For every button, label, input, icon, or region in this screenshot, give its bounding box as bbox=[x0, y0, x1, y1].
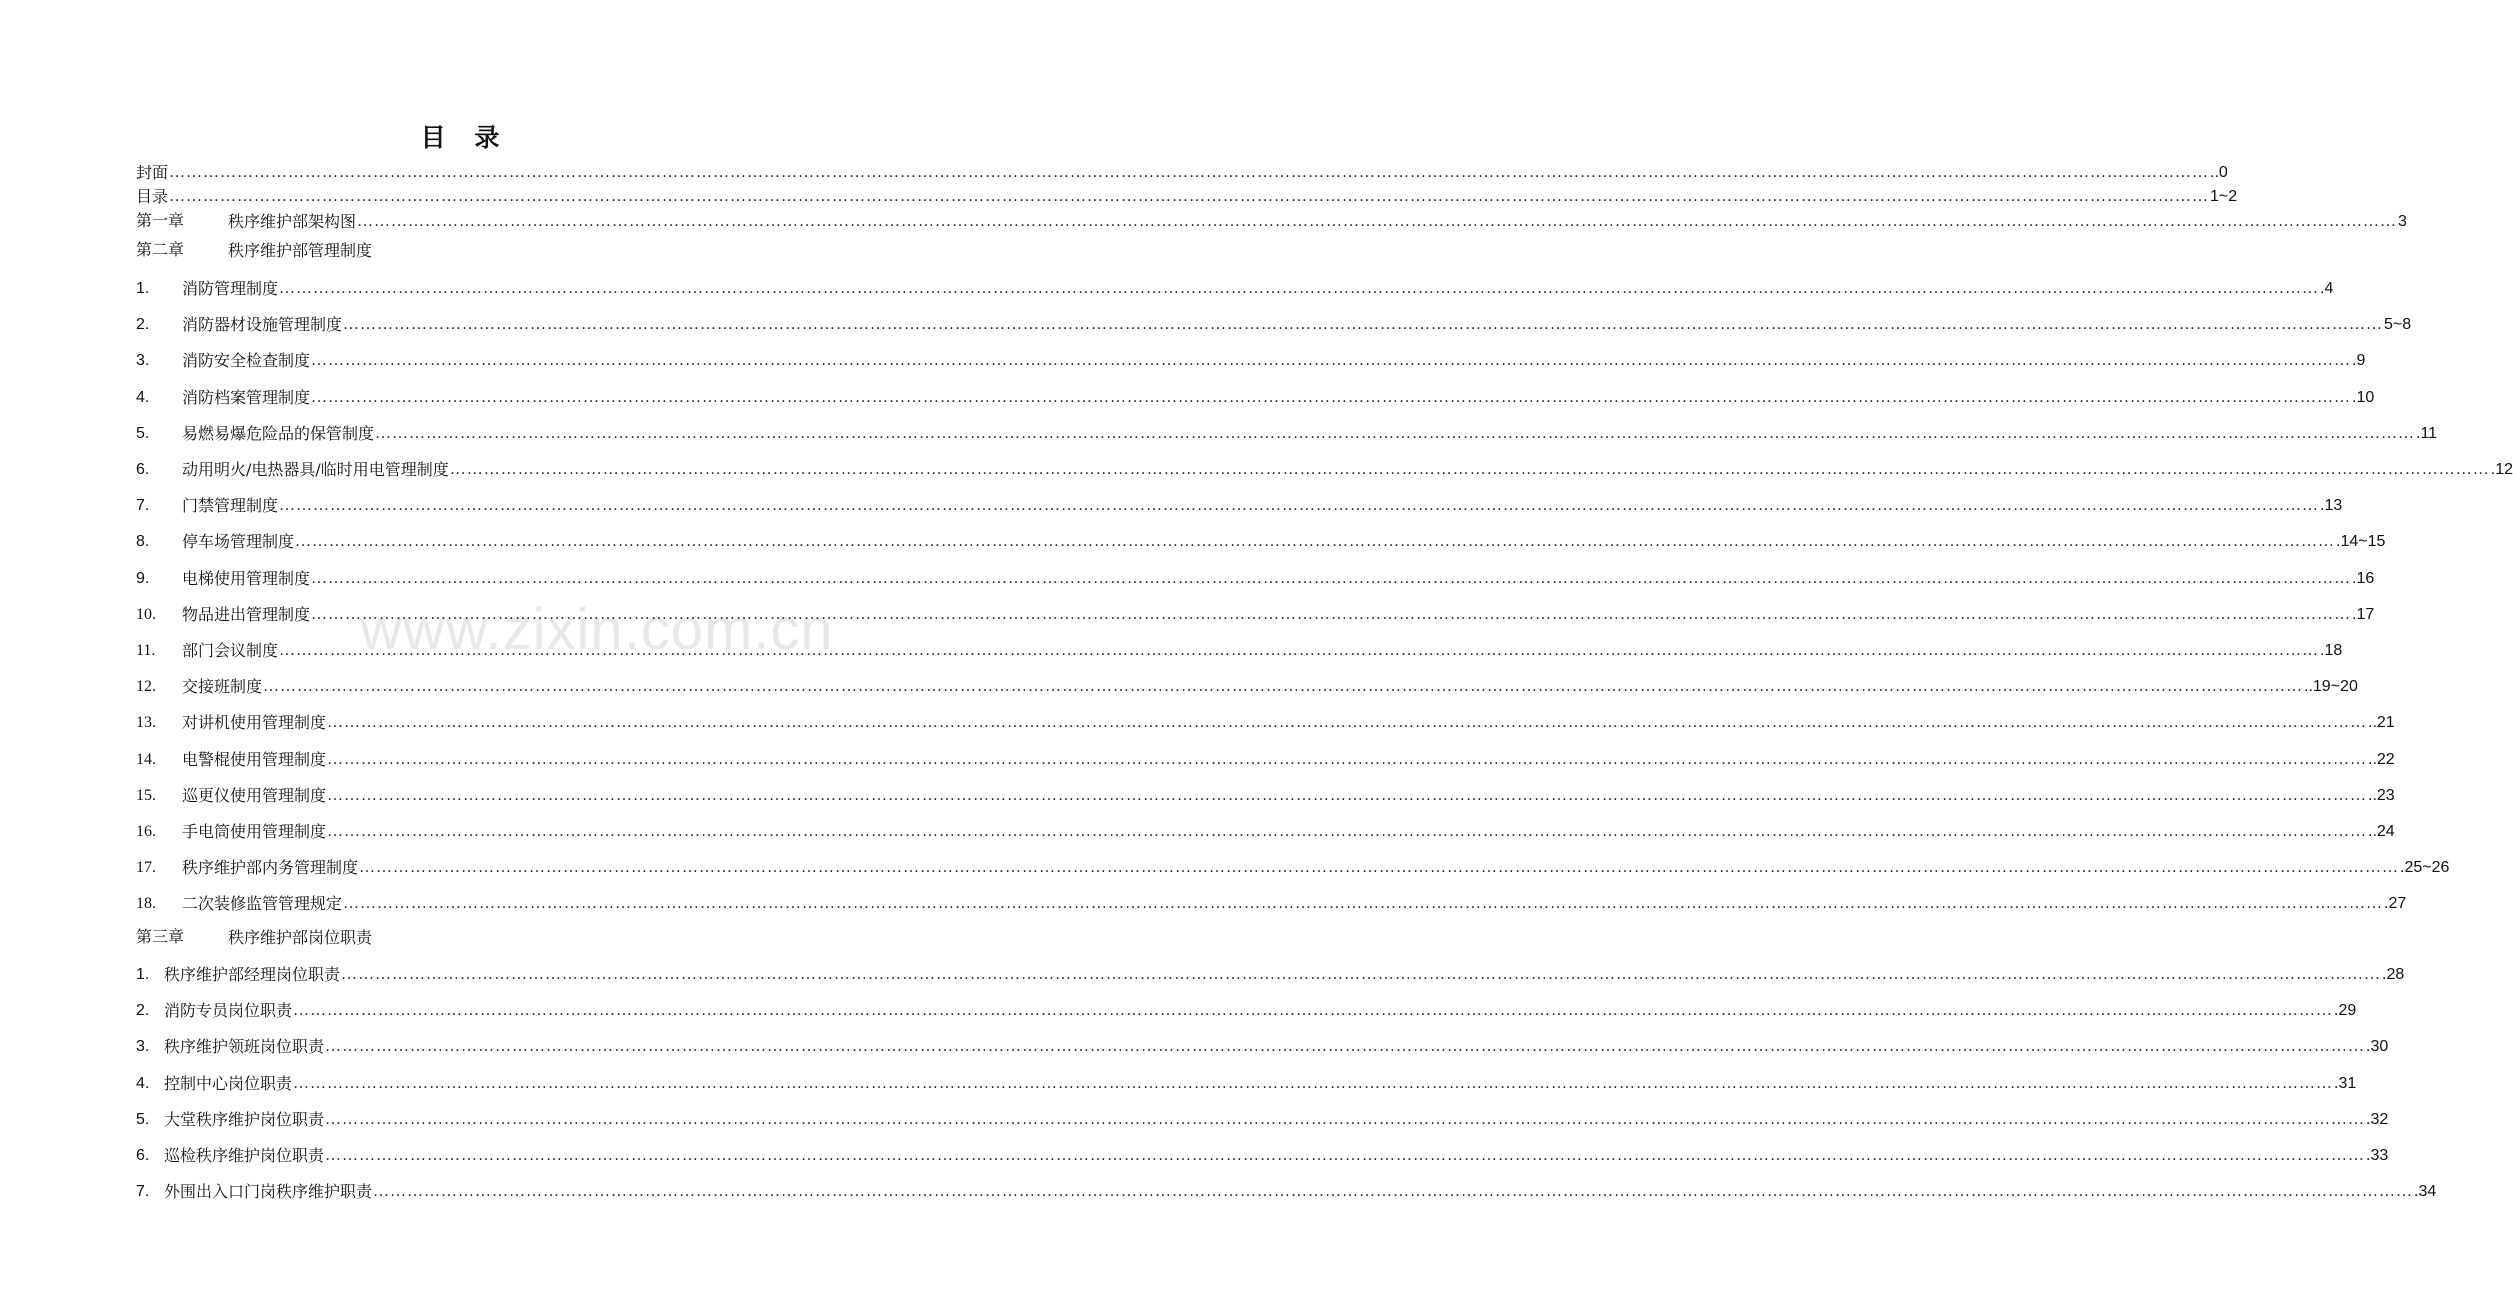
toc-entry-page: .33 bbox=[2366, 1147, 2389, 1164]
toc-entry-label: 控制中心岗位职责 bbox=[164, 1073, 293, 1093]
toc-entry[interactable] bbox=[136, 638, 2343, 662]
toc-entry-label: 巡更仪使用管理制度 bbox=[182, 785, 327, 805]
toc-entry-label: 目录 bbox=[136, 187, 169, 206]
toc-entry-label: 秩序维护领班岗位职责 bbox=[164, 1037, 325, 1057]
toc-entry-number: 6. bbox=[136, 1147, 150, 1164]
toc-entry-label: 消防专员岗位职责 bbox=[164, 1001, 293, 1021]
toc-entry-number: 13. bbox=[136, 714, 156, 732]
toc-entry-label: 外围出入口门岗秩序维护职责 bbox=[164, 1182, 373, 1202]
toc-chapter-3[interactable] bbox=[136, 925, 372, 949]
dot-leader: ……………………………………………………………………………………………………………………………………………………………………………………………………………………………………………………………………………………………………………………………… bbox=[327, 750, 2368, 768]
toc-entry-label: 动用明火/电热器具/临时用电管理制度 bbox=[182, 460, 449, 479]
toc-entry-number: 1. bbox=[136, 280, 150, 297]
dot-leader: ……………………………………………………………………………………………………………………………………………………………………………………………………………………………………………………………………………………………………………………………… bbox=[263, 678, 2304, 696]
toc-entry-number: 18. bbox=[136, 895, 156, 913]
toc-entry-page: .31 bbox=[2334, 1074, 2357, 1092]
toc-entry-page: ..0 bbox=[2210, 164, 2228, 181]
dot-leader: ……………………………………………………………………………………………………………………………………………………………………………………………………………………………………………………………………………………………………………………………… bbox=[343, 895, 2384, 913]
dot-leader: ……………………………………………………………………………………………………………………………………………………………………………………………………………………………………………………………………………………………………………………………… bbox=[343, 316, 2384, 334]
toc-entry-number: 2. bbox=[136, 316, 150, 334]
toc-entry-label: 二次装修监管管理规定 bbox=[182, 894, 343, 914]
toc-entry[interactable] bbox=[136, 962, 2405, 986]
watermark: www.zixin.com.cn bbox=[360, 597, 834, 662]
toc-entry-page: .17 bbox=[2352, 605, 2375, 623]
dot-leader: ……………………………………………………………………………………………………………………………………………………………………………………………………………………………………………………………………………………………………………………………… bbox=[295, 533, 2336, 551]
toc-entry[interactable] bbox=[136, 312, 2412, 336]
toc-entry-label: 物品进出管理制度 bbox=[182, 604, 311, 624]
dot-leader: ……………………………………………………………………………………………………………………………………………………………………………………………………………………………………………………………………………………………………………………………… bbox=[279, 497, 2320, 515]
toc-entry-page: .32 bbox=[2366, 1110, 2389, 1128]
toc-entry[interactable] bbox=[136, 566, 2375, 590]
dot-leader: ……………………………………………………………………………………………………………………………………………………………………………………………………………………………………………………………………………………………………………………………… bbox=[375, 424, 2416, 442]
dot-leader: ……………………………………………………………………………………………………………………………………………………………………………………………………………………………………………………………………………………………………………………………… bbox=[311, 352, 2352, 370]
dot-leader: ……………………………………………………………………………………………………………………………………………………………………………………………………………………………………………………………………………………………………………………………… bbox=[169, 188, 2210, 205]
dot-leader: ……………………………………………………………………………………………………………………………………………………………………………………………………………………………………………………………………………………………………………………………… bbox=[327, 823, 2368, 840]
toc-entry-label: 消防安全检查制度 bbox=[182, 351, 311, 371]
toc-entry-number: 1. bbox=[136, 966, 150, 983]
toc-entry-number: 7. bbox=[136, 497, 150, 515]
toc-entry-label: 消防档案管理制度 bbox=[182, 387, 311, 407]
toc-entry[interactable] bbox=[136, 602, 2375, 626]
toc-entry-page: .18 bbox=[2320, 642, 2343, 659]
toc-entry-page: .9 bbox=[2352, 352, 2366, 370]
toc-entry-page: ..19~20 bbox=[2304, 678, 2358, 696]
toc-chapter-2[interactable] bbox=[136, 238, 372, 262]
toc-entry[interactable] bbox=[136, 385, 2375, 409]
toc-entry-label: 易燃易爆危险品的保管制度 bbox=[182, 423, 375, 443]
toc-entry[interactable] bbox=[136, 855, 2450, 879]
toc-entry-label: 秩序维护部岗位职责 bbox=[228, 928, 373, 947]
toc-entry-number: 4. bbox=[136, 388, 150, 406]
toc-entry-page: .34 bbox=[2414, 1183, 2437, 1201]
toc-entry-page: .14~15 bbox=[2336, 533, 2386, 551]
toc-entry-number: 7. bbox=[136, 1183, 150, 1201]
toc-entry[interactable] bbox=[136, 1107, 2389, 1131]
dot-leader: ……………………………………………………………………………………………………………………………………………………………………………………………………………………………………………………………………………………………………………………………… bbox=[311, 569, 2352, 587]
toc-entry[interactable] bbox=[136, 674, 2358, 698]
toc-entry-page: .13 bbox=[2320, 497, 2343, 515]
dot-leader: ……………………………………………………………………………………………………………………………………………………………………………………………………………………………………………………………………………………………………………………………… bbox=[279, 280, 2320, 297]
toc-entry-number: 2. bbox=[136, 1002, 150, 1020]
toc-entry-number: 第一章 bbox=[136, 213, 185, 230]
toc-entry-page: .12 bbox=[2490, 461, 2513, 478]
toc-entry-page: .27 bbox=[2384, 895, 2407, 913]
toc-entry-number: 3. bbox=[136, 352, 150, 370]
toc-entry-label: 秩序维护部管理制度 bbox=[228, 241, 373, 260]
toc-entry-number: 12. bbox=[136, 678, 156, 696]
toc-entry[interactable] bbox=[136, 998, 2357, 1022]
toc-entry[interactable] bbox=[136, 457, 2513, 481]
toc-entry-label: 消防管理制度 bbox=[182, 279, 279, 298]
dot-leader: ……………………………………………………………………………………………………………………………………………………………………………………………………………………………………………………………………………………………………………………………… bbox=[327, 786, 2368, 804]
toc-entry-page: ..23 bbox=[2368, 786, 2395, 804]
toc-entry-label: 手电筒使用管理制度 bbox=[182, 822, 327, 841]
toc-entry-page: .16 bbox=[2352, 569, 2375, 587]
toc-entry-label: 秩序维护部架构图 bbox=[228, 212, 357, 231]
toc-entry[interactable] bbox=[136, 783, 2395, 807]
dot-leader: ……………………………………………………………………………………………………………………………………………………………………………………………………………………………………………………………………………………………………………………………… bbox=[359, 859, 2400, 877]
dot-leader: ……………………………………………………………………………………………………………………………………………………………………………………………………………………………………………………………………………………………………………………………… bbox=[373, 1183, 2414, 1201]
dot-leader: ……………………………………………………………………………………………………………………………………………………………………………………………………………………………………………………………………………………………………………………………… bbox=[311, 605, 2352, 623]
dot-leader: ……………………………………………………………………………………………………………………………………………………………………………………………………………………………………………………………………………………………………………………………… bbox=[293, 1074, 2334, 1092]
toc-entry[interactable] bbox=[136, 1143, 2389, 1167]
toc-entry[interactable] bbox=[136, 421, 2438, 445]
toc-entry[interactable] bbox=[136, 276, 2334, 300]
toc-entry[interactable] bbox=[136, 529, 2386, 553]
toc-entry-page: ..24 bbox=[2368, 823, 2395, 840]
toc-title: 目 录 bbox=[420, 123, 510, 152]
toc-entry-label: 停车场管理制度 bbox=[182, 532, 295, 552]
toc-entry-front[interactable] bbox=[136, 160, 2228, 184]
toc-entry-number: 第二章 bbox=[136, 242, 185, 259]
toc-entry-label: 门禁管理制度 bbox=[182, 496, 279, 516]
toc-entry-number: 4. bbox=[136, 1074, 150, 1092]
toc-entry-page: .10 bbox=[2352, 388, 2375, 406]
toc-entry-page: .4 bbox=[2320, 280, 2334, 297]
toc-entry-label: 对讲机使用管理制度 bbox=[182, 713, 327, 733]
toc-entry-label: 交接班制度 bbox=[182, 677, 263, 697]
toc-entry-page: .29 bbox=[2334, 1002, 2357, 1020]
toc-entry-number: 5. bbox=[136, 1110, 150, 1128]
toc-entry-page: .11 bbox=[2416, 424, 2438, 442]
toc-entry-number: 3. bbox=[136, 1038, 150, 1056]
toc-entry-page: .25~26 bbox=[2400, 859, 2450, 877]
dot-leader: ……………………………………………………………………………………………………………………………………………………………………………………………………………………………………………………………………………………………………………………………… bbox=[325, 1110, 2366, 1128]
toc-entry-page: 3 bbox=[2398, 213, 2407, 230]
toc-entry-label: 秩序维护部内务管理制度 bbox=[182, 858, 359, 878]
toc-entry-number: 第三章 bbox=[136, 929, 185, 946]
dot-leader: ……………………………………………………………………………………………………………………………………………………………………………………………………………………………………………………………………………………………………………………………… bbox=[279, 642, 2320, 659]
toc-entry-number: 5. bbox=[136, 424, 150, 442]
toc-entry[interactable] bbox=[136, 1179, 2437, 1203]
toc-entry-page: 5~8 bbox=[2384, 316, 2412, 334]
toc-entry-page: .28 bbox=[2382, 966, 2405, 983]
toc-entry-number: 16. bbox=[136, 823, 156, 840]
toc-entry-label: 电警棍使用管理制度 bbox=[182, 749, 327, 769]
toc-entry[interactable] bbox=[136, 1071, 2357, 1095]
toc-entry-label: 巡检秩序维护岗位职责 bbox=[164, 1146, 325, 1165]
dot-leader: ……………………………………………………………………………………………………………………………………………………………………………………………………………………………………………………………………………………………………………………………… bbox=[449, 461, 2490, 478]
toc-entry-label: 电梯使用管理制度 bbox=[182, 568, 311, 588]
dot-leader: ……………………………………………………………………………………………………………………………………………………………………………………………………………………………………………………………………………………………………………………………… bbox=[325, 1038, 2366, 1056]
toc-entry[interactable] bbox=[136, 747, 2395, 771]
toc-entry-page: .30 bbox=[2366, 1038, 2389, 1056]
toc-entry-number: 11. bbox=[136, 642, 156, 659]
toc-entry-label: 封面 bbox=[136, 163, 169, 182]
toc-entry-number: 17. bbox=[136, 859, 156, 877]
toc-entry-front[interactable] bbox=[136, 184, 2238, 208]
toc-entry[interactable] bbox=[136, 493, 2343, 517]
toc-entry[interactable] bbox=[136, 891, 2407, 915]
dot-leader: ……………………………………………………………………………………………………………………………………………………………………………………………………………………………………………………………………………………………………………………………… bbox=[341, 966, 2382, 983]
dot-leader: ……………………………………………………………………………………………………………………………………………………………………………………………………………………………………………………………………………………………………………………………… bbox=[293, 1002, 2334, 1020]
toc-entry-label: 部门会议制度 bbox=[182, 641, 279, 660]
dot-leader: ……………………………………………………………………………………………………………………………………………………………………………………………………………………………………………………………………………………………………………………………… bbox=[327, 714, 2368, 732]
dot-leader: ……………………………………………………………………………………………………………………………………………………………………………………………………………………………………………………………………………………………………………………………… bbox=[311, 388, 2352, 406]
toc-entry[interactable] bbox=[136, 819, 2395, 843]
toc-entry-page: ..21 bbox=[2368, 714, 2395, 732]
dot-leader: ……………………………………………………………………………………………………………………………………………………………………………………………………………………………………………………………………………………………………………………………… bbox=[357, 213, 2398, 230]
toc-entry-number: 10. bbox=[136, 605, 156, 623]
toc-entry[interactable] bbox=[136, 710, 2395, 734]
toc-entry-page: 1~2 bbox=[2210, 188, 2238, 205]
toc-entry-number: 14. bbox=[136, 750, 156, 768]
toc-entry-page: ..22 bbox=[2368, 750, 2395, 768]
toc-entry-number: 15. bbox=[136, 786, 156, 804]
toc-entry-label: 消防器材设施管理制度 bbox=[182, 315, 343, 335]
dot-leader: ……………………………………………………………………………………………………………………………………………………………………………………………………………………………………………………………………………………………………………………………… bbox=[325, 1147, 2366, 1164]
dot-leader: ……………………………………………………………………………………………………………………………………………………………………………………………………………………………………………………………………………………………………………………………… bbox=[169, 164, 2210, 181]
toc-chapter-1[interactable] bbox=[136, 209, 2407, 233]
toc-entry[interactable] bbox=[136, 1034, 2389, 1058]
toc-entry[interactable] bbox=[136, 348, 2366, 372]
toc-entry-number: 8. bbox=[136, 533, 150, 551]
toc-entry-number: 9. bbox=[136, 569, 150, 587]
toc-entry-label: 大堂秩序维护岗位职责 bbox=[164, 1109, 325, 1129]
toc-entry-label: 秩序维护部经理岗位职责 bbox=[164, 965, 341, 984]
toc-entry-number: 6. bbox=[136, 461, 150, 478]
